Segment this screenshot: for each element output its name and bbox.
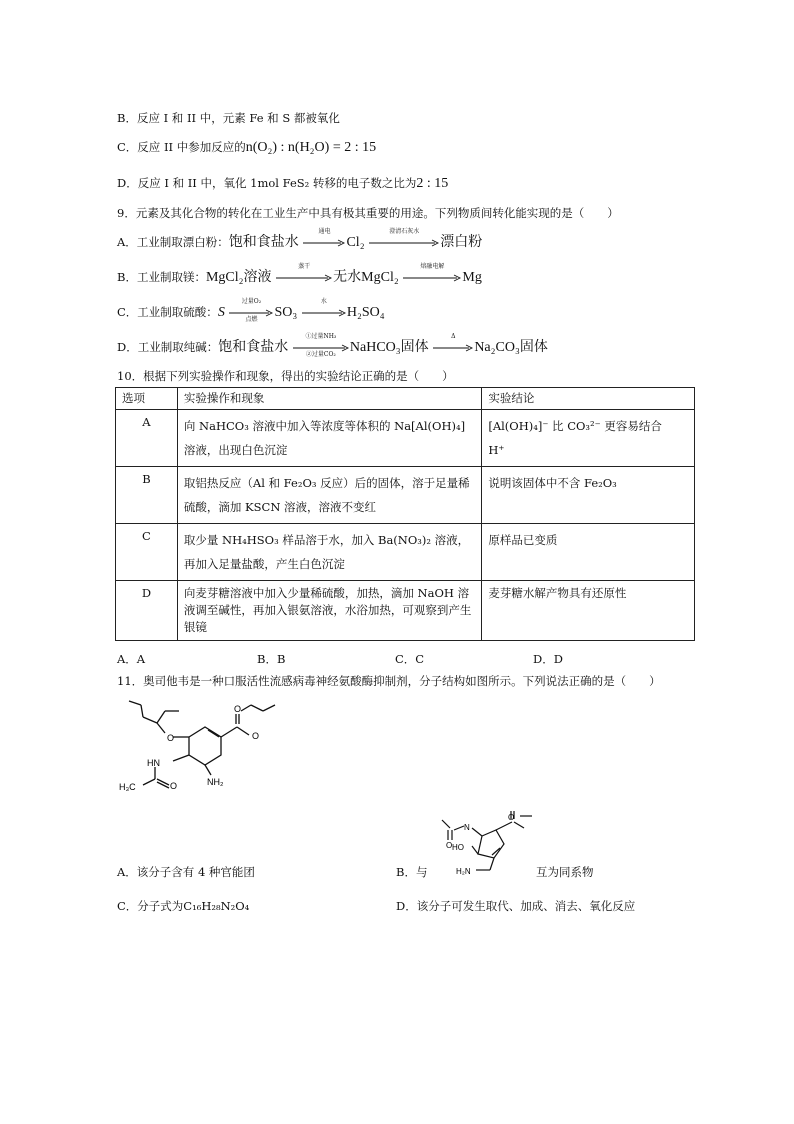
operation-line: 向麦芽糖溶液中加入少量稀硫酸，加热，滴加 NaOH 溶 [183, 586, 470, 600]
q8-option-c-text: C．反应 II 中参加反应的 [117, 140, 246, 154]
table-row [116, 467, 695, 524]
reaction-arrow [433, 333, 473, 352]
reaction-arrow [403, 263, 461, 282]
operation-cell [177, 467, 481, 524]
q8-option-d [117, 175, 448, 192]
q8-option-b: B．反应 I 和 II 中，元素 Fe 和 S 都被氧化 [117, 111, 340, 125]
q9-a-label: A．工业制取漂白粉： [117, 235, 229, 249]
q8-option-c-formula: n(O₂) : n(H₂O) = 2 : 15 [245, 140, 377, 155]
table-header: 实验结论 [482, 388, 695, 410]
conclusion-line: 原样品已变质 [488, 533, 558, 547]
table-header: 实验操作和现象 [177, 388, 481, 410]
q10-answer-a: A．A [117, 652, 146, 666]
option-cell: D [116, 581, 178, 641]
table-header-row [116, 388, 695, 410]
q8-option-d-ratio: 2 : 15 [416, 176, 449, 191]
table-row [116, 524, 695, 581]
option-cell: B [116, 467, 178, 524]
q9-a-species-1: 饱和食盐水 [228, 235, 299, 250]
table-header: 选项 [116, 388, 178, 410]
operation-cell [177, 410, 481, 467]
experiment-table [115, 387, 695, 641]
atom-label: O [508, 813, 515, 822]
conclusion-cell [482, 524, 695, 581]
q11-option-c: C．分子式为C₁₆H₂₈N₂O₄ [117, 899, 250, 913]
q9-b-species-1: MgCl₂溶液 [205, 270, 272, 285]
operation-line: 再加入足量盐酸，产生白色沉淀 [183, 557, 345, 571]
q11-stem: 11．奥司他韦是一种口服活性流感病毒神经氨酸酶抑制剂，分子结构如图所示。下列说法正确的是（ ） [117, 674, 661, 688]
operation-line: 银镜 [183, 620, 207, 634]
option-cell: A [116, 410, 178, 467]
table-row [116, 410, 695, 467]
atom-label: H₂N [456, 867, 471, 876]
q9-b-label: B．工业制取镁： [117, 270, 206, 284]
q9-c-species-3: H₂SO₄ [346, 305, 385, 320]
arrow-condition: 点燃 [245, 316, 258, 323]
option-cell: C [116, 524, 178, 581]
q9-d-species-3: Na₂CO₃固体 [474, 340, 548, 355]
operation-line: 溶液，出现白色沉淀 [183, 443, 288, 457]
operation-line: 液调至碱性，再加入银氨溶液，水浴加热，可观察到产生 [183, 603, 472, 617]
reaction-arrow [293, 333, 349, 358]
q11-option-a: A．该分子含有 4 种官能团 [117, 865, 255, 879]
arrow-condition: 澄清石灰水 [389, 228, 420, 235]
arrow-condition: 蒸干 [298, 263, 311, 270]
conclusion-cell [482, 410, 695, 467]
q10-stem: 10．根据下列实验操作和现象，得出的实验结论正确的是（ ） [117, 369, 454, 383]
operation-line: 取铝热反应（Al 和 Fe₂O₃ 反应）后的固体，溶于足量稀 [183, 476, 470, 490]
arrow-condition: 过量O₂ [241, 298, 262, 305]
arrow-condition: 通电 [318, 228, 331, 235]
q9-c-species-1: S [217, 305, 225, 320]
reaction-arrow [276, 263, 332, 282]
atom-label: N [464, 823, 470, 832]
q9-d-label: D．工业制取纯碱： [117, 340, 219, 354]
atom-label: HO [452, 843, 464, 852]
atom-label: O [252, 731, 260, 741]
q9-option-a [117, 228, 483, 251]
q10-answer-c: C．C [395, 652, 425, 666]
reaction-arrow [302, 298, 346, 317]
operation-cell [177, 524, 481, 581]
conclusion-line: 麦芽糖水解产物具有还原性 [488, 586, 627, 600]
q11-option-b-suffix: 互为同系物 [536, 865, 594, 879]
atom-label: O [234, 704, 242, 714]
q10-answer-b: B．B [257, 652, 286, 666]
operation-line: 向 NaHCO₃ 溶液中加入等浓度等体积的 Na[Al(OH)₄] [183, 419, 466, 433]
conclusion-cell [482, 467, 695, 524]
q9-d-species-1: 饱和食盐水 [218, 340, 289, 355]
reaction-arrow [369, 228, 439, 247]
operation-line: 取少量 NH₄HSO₃ 样品溶于水，加入 Ba(NO₃)₂ 溶液， [183, 533, 470, 547]
atom-label: O [170, 781, 178, 791]
q11-option-d: D．该分子可发生取代、加成、消去、氧化反应 [396, 899, 636, 913]
q8-option-d-text: D．反应 I 和 II 中，氧化 1mol FeS₂ 转移的电子数之比为 [117, 176, 417, 190]
cyclopentene-analog-structure-image [428, 808, 540, 878]
table-row [116, 581, 695, 641]
conclusion-line: H⁺ [488, 443, 505, 457]
atom-label: O [167, 733, 175, 743]
atom-label: O [446, 841, 453, 850]
q10-answer-d: D．D [533, 652, 563, 666]
q9-a-species-3: 漂白粉 [440, 235, 483, 250]
conclusion-line: [Al(OH)₄]⁻ 比 CO₃²⁻ 更容易结合 [488, 419, 662, 433]
atom-label: HN [147, 758, 160, 768]
q9-b-species-3: Mg [462, 270, 482, 285]
conclusion-line: 说明该固体中不含 Fe₂O₃ [488, 476, 617, 490]
arrow-condition: 熔融电解 [420, 263, 445, 270]
q9-a-species-2: Cl₂ [346, 235, 365, 250]
conclusion-cell [482, 581, 695, 641]
atom-label: H₃C [119, 782, 136, 792]
arrow-condition: Δ [451, 333, 456, 340]
q9-option-c [117, 298, 385, 323]
q9-c-label: C．工业制取硫酸： [117, 305, 218, 319]
reaction-arrow [229, 298, 273, 323]
reaction-arrow [303, 228, 345, 247]
q9-d-species-2: NaHCO₃固体 [349, 340, 429, 355]
q8-option-c [117, 139, 376, 156]
q9-c-species-2: SO₃ [274, 305, 298, 320]
operation-cell [177, 581, 481, 641]
operation-line: 硫酸，滴加 KSCN 溶液，溶液不变红 [183, 500, 377, 514]
oseltamivir-structure-image [115, 693, 290, 798]
q9-b-species-2: 无水MgCl₂ [333, 270, 399, 285]
arrow-condition: 水 [320, 298, 327, 305]
q9-option-d [117, 333, 548, 358]
q9-stem: 9．元素及其化合物的转化在工业生产中具有极其重要的用途。下列物质间转化能实现的是（ ） [117, 206, 619, 220]
arrow-condition: ②过量CO₂ [305, 351, 336, 358]
q11-option-b-prefix: B．与 [396, 865, 428, 879]
atom-label: NH₂ [207, 777, 224, 787]
arrow-condition: ①过量NH₃ [305, 333, 337, 340]
q9-option-b [117, 263, 482, 286]
